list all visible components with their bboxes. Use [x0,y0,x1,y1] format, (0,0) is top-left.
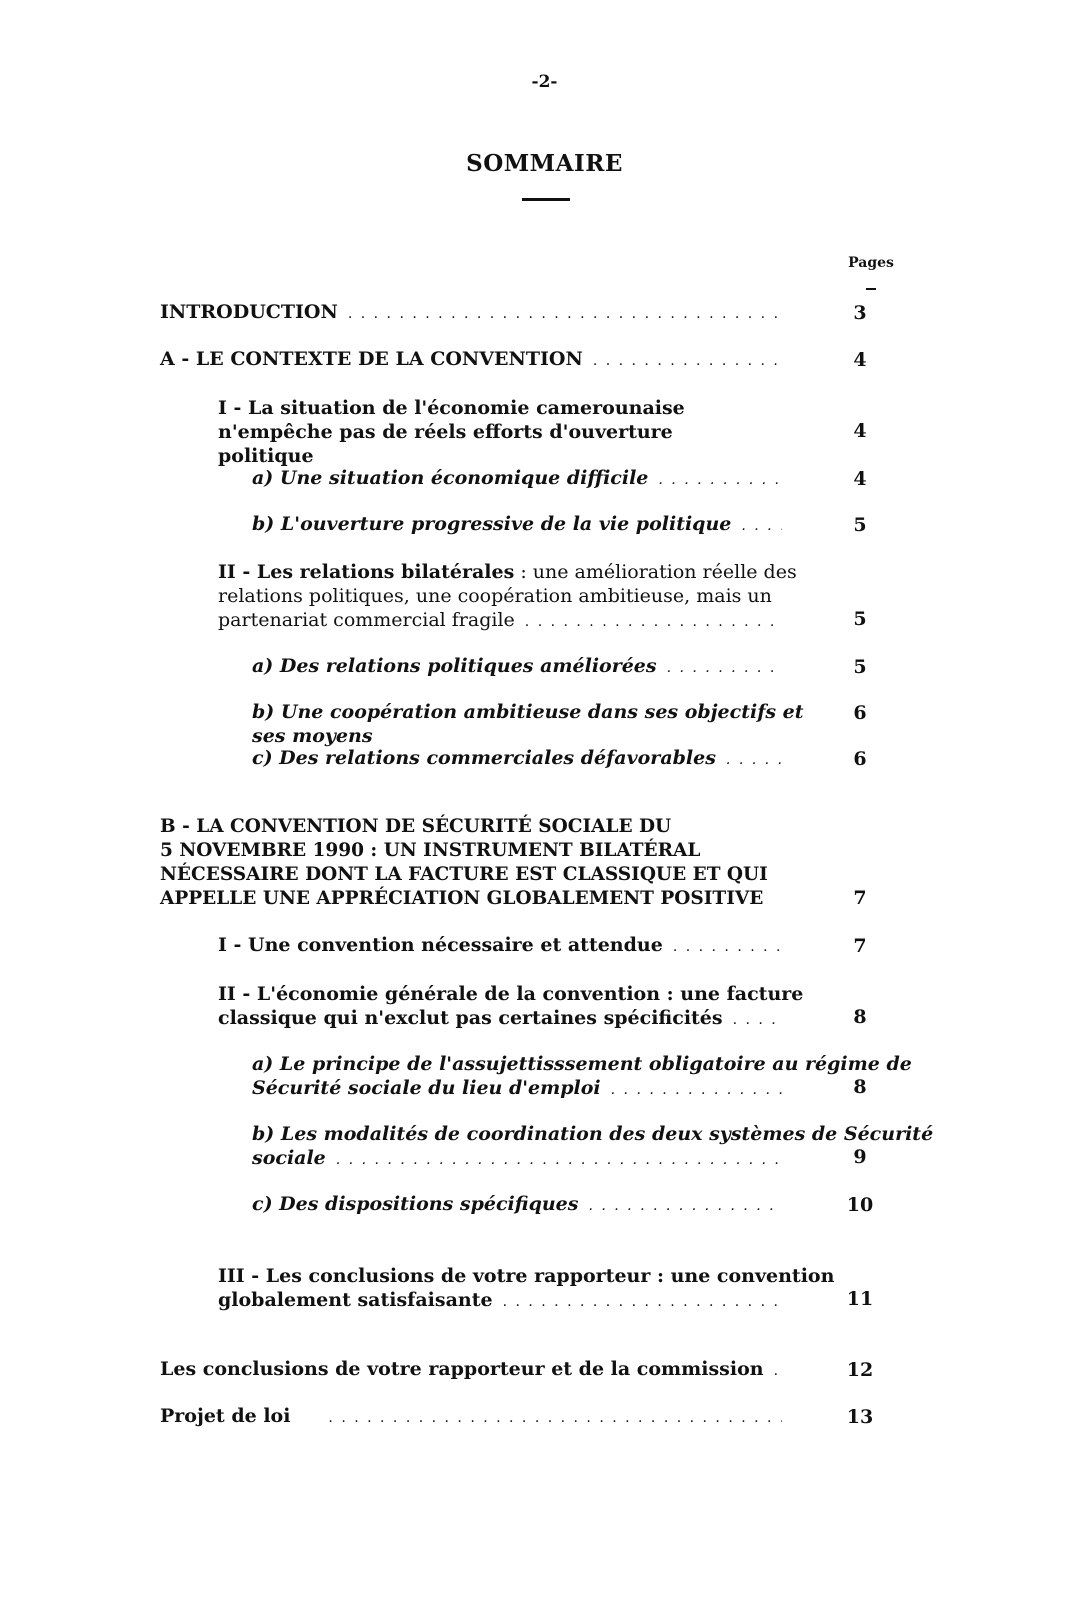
leader-dots [733,1008,782,1032]
leader-dots [774,1359,782,1383]
leader-dots [726,748,782,772]
toc-page-number: 11 [846,1288,874,1310]
toc-page-number: 4 [853,468,867,490]
toc-entry-b-ii [218,982,804,1032]
toc-entry-introduction [160,300,782,326]
toc-entry-label: II - L'économie générale de la convention : une facture [218,983,804,1005]
toc-entry-label: NÉCESSAIRE DONT LA FACTURE EST CLASSIQUE ET QUI [160,864,768,885]
toc-entry-label: INTRODUCTION [160,301,338,323]
toc-entry-a-ii [218,560,797,634]
toc-entry-label: n'empêche pas de réels efforts d'ouverture politique [218,421,673,467]
title-underline [522,198,570,201]
toc-entry-label: a) Une situation économique difficile [252,467,649,489]
toc-entry-label: Projet de loi [160,1405,291,1427]
toc-entry-label: I - Une convention nécessaire et attendue [218,934,663,956]
toc-entry-label: globalement satisfaisante [218,1289,493,1311]
toc-entry-label: c) Des relations commerciales défavorables [252,747,716,769]
toc-page-number: 7 [853,887,867,909]
leader-dots [348,302,782,326]
toc-entry-label: a) Des relations politiques améliorées [252,655,657,677]
toc-entry-conclusions [160,1357,782,1383]
toc-page-number: 7 [853,935,867,957]
toc-page-number: 8 [853,1006,867,1028]
toc-entry-a-i [218,396,782,468]
toc-entry-label: c) Des dispositions spécifiques [252,1193,579,1215]
toc-entry-a-i-b [252,512,782,538]
leader-dots [503,1290,782,1314]
toc-entry-label: III - Les conclusions de votre rapporteur : une convention [218,1265,835,1287]
leader-dots [658,468,782,492]
toc-entry-a-ii-a [252,654,782,680]
leader-dots [667,656,782,680]
page-number: -2- [531,72,558,92]
toc-page-number: 5 [853,656,867,678]
toc-entry-label: A - LE CONTEXTE DE LA CONVENTION [160,348,583,370]
toc-entry-label: a) Le principe de l'assujettisssement obligatoire au régime de [252,1053,912,1075]
toc-entry-label: b) Les modalités de coordination des deux systèmes de Sécurité [252,1123,934,1145]
toc-entry-label: 5 NOVEMBRE 1990 : UN INSTRUMENT BILATÉRAL [160,840,701,861]
toc-entry-a-i-a [252,466,782,492]
toc-entry-a-ii-c [252,746,782,772]
toc-entry-b-ii-a [252,1052,912,1102]
toc-page-number: 8 [853,1076,867,1098]
toc-entry-a-ii-b [252,700,812,748]
pages-header-underline [866,288,876,290]
toc-entry-label: B - LA CONVENTION DE SÉCURITÉ SOCIALE DU [160,816,672,837]
toc-entry-b-ii-b [252,1122,934,1172]
toc-page-number: 12 [846,1359,874,1381]
toc-page-number: 4 [853,420,867,442]
toc-entry-b-iii [218,1264,835,1314]
toc-page-number: 6 [853,702,867,724]
toc-entry-projet-de-loi [160,1404,782,1430]
toc-entry-label: b) Une coopération ambitieuse dans ses objectifs et ses moyens [252,701,804,747]
toc-entry-label: classique qui n'exclut pas certaines spécificités [218,1007,723,1029]
toc-page-number: 5 [853,608,867,630]
toc-entry-label: Sécurité sociale du lieu d'emploi [252,1077,601,1099]
page-title: SOMMAIRE [466,150,623,177]
toc-page-number: 6 [853,748,867,770]
leader-dots [336,1148,782,1172]
toc-page-number: 3 [853,302,867,324]
toc-page-number: 5 [853,514,867,536]
toc-entry-b-i [218,933,782,959]
leader-dots [741,514,782,538]
toc-entry-label: b) L'ouverture progressive de la vie politique [252,513,732,535]
toc-entry-label: APPELLE UNE APPRÉCIATION GLOBALEMENT POSITIVE [160,888,764,909]
toc-entry-label: sociale [252,1147,326,1169]
leader-dots [588,1194,782,1218]
leader-dots [328,1406,782,1430]
leader-dots [673,935,782,959]
toc-page-number: 4 [853,349,867,371]
toc-page-number: 9 [853,1146,867,1168]
toc-page-number: 13 [846,1406,874,1428]
toc-entry-label: relations politiques, une coopération ambitieuse, mais un [218,585,772,607]
toc-entry-section-a [160,347,782,373]
pages-column-header: Pages [848,255,894,271]
toc-entry-lead: II - Les relations bilatérales [218,561,515,583]
toc-page-number: 10 [846,1194,874,1216]
leader-dots [525,610,782,634]
toc-entry-label: Les conclusions de votre rapporteur et de la commission [160,1358,764,1380]
toc-entry-b-ii-c [252,1192,782,1218]
toc-entry-section-b [160,815,800,911]
leader-dots [593,349,782,373]
toc-entry-label: partenariat commercial fragile [218,609,515,631]
leader-dots [611,1078,782,1102]
toc-entry-label: : une amélioration réelle des [514,561,797,583]
toc-entry-label: I - La situation de l'économie camerounaise [218,397,685,419]
